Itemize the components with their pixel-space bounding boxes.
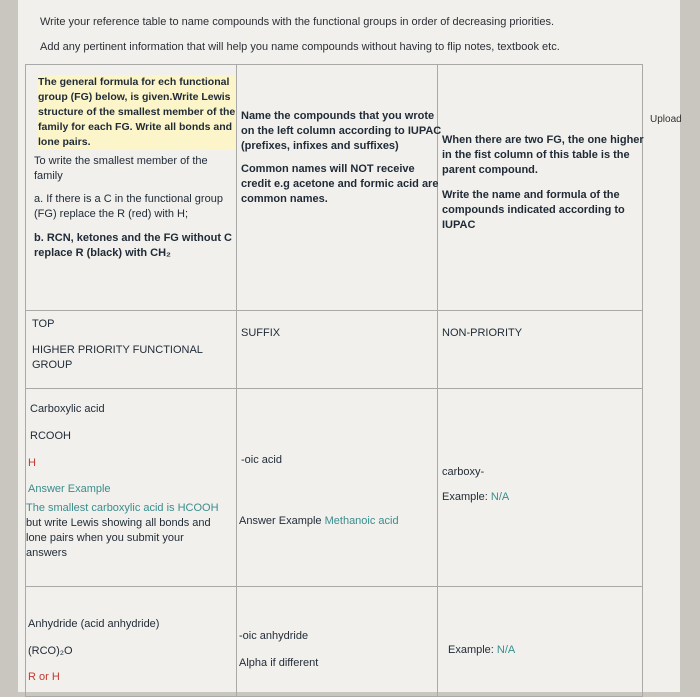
- higher-priority-line: HIGHER PRIORITY FUNCTIONAL: [32, 344, 203, 356]
- example-value: N/A: [496, 644, 516, 656]
- answer-example-label: Answer Example: [239, 515, 322, 527]
- prefix-example: [442, 490, 642, 505]
- reference-table: [25, 64, 643, 697]
- table-row-instructions: [26, 65, 643, 311]
- top-label: TOP: [32, 318, 55, 330]
- name-instr-line: (prefixes, infixes and suffixes): [241, 140, 399, 152]
- two-fg-note: [442, 133, 642, 178]
- cell-anhydride-suffix: [237, 587, 438, 697]
- formula-instr-line: lone pairs.: [38, 136, 91, 148]
- formula-instr-line: family for each FG. Write all bonds and: [38, 121, 233, 133]
- two-fg-line: in the fist column of this table is the: [442, 149, 630, 161]
- fg-name: Carboxylic acid: [30, 403, 105, 415]
- table-row-anhydride: [26, 587, 643, 697]
- smallest-carboxylic-line: answers: [26, 547, 67, 559]
- answer-example-label: Answer Example: [28, 483, 111, 495]
- instruction-line-1: Write your reference table to name compounds with the functional groups in order of decreasing priorities.: [40, 16, 555, 28]
- higher-priority-line: GROUP: [32, 359, 73, 371]
- nonpriority-label: NON-PRIORITY: [442, 327, 523, 339]
- write-name-line: Write the name and formula of the: [442, 189, 620, 201]
- common-note-line: common names.: [241, 193, 328, 205]
- formula-instr-line: The general formula for ech functional: [38, 76, 230, 88]
- smallest-carboxylic-line: The smallest carboxylic acid is HCOOH: [26, 502, 219, 514]
- two-fg-line: When there are two FG, the one higher: [442, 134, 644, 146]
- prefix-value: carboxy-: [442, 466, 485, 478]
- name-instr-line: on the left column according to IUPAC: [241, 125, 442, 137]
- write-name-note: [442, 188, 642, 233]
- smallest-member-note: [34, 154, 236, 184]
- smallest-member-line: family: [34, 170, 63, 182]
- formula-instr-line: group (FG) below, is given.Write Lewis: [38, 91, 231, 103]
- write-name-line: compounds indicated according to: [442, 204, 625, 216]
- smallest-carboxylic-line: lone pairs when you submit your: [26, 532, 184, 544]
- example-value: N/A: [490, 491, 510, 503]
- answer-example-methanoic: [239, 514, 437, 529]
- cell-name-instructions: [237, 65, 442, 311]
- upload-link[interactable]: Upload: [650, 114, 682, 125]
- header-nonpriority: [438, 311, 643, 389]
- header-higher-priority: [26, 311, 237, 389]
- formula-instr-line: structure of the smallest member of the: [38, 106, 236, 118]
- table-row-carboxylic-acid: [26, 389, 643, 587]
- common-note-line: credit e.g acetone and formic acid are: [241, 178, 439, 190]
- cell-anhydride: [26, 587, 237, 697]
- smallest-carboxylic-line: but write Lewis showing all bonds and: [26, 517, 211, 529]
- example-label: Example:: [448, 644, 494, 656]
- name-instruction-block: [241, 109, 442, 154]
- instruction-line-2: Add any pertinent information that will help you name compounds without having to flip notes, textbook etc.: [40, 41, 560, 53]
- note-a-line: a. If there is a C in the functional group: [34, 193, 223, 205]
- smallest-member-line: To write the smallest member of the: [34, 155, 208, 167]
- fg-formula: RCOOH: [30, 430, 71, 442]
- note-b-line: replace R (black) with CH₂: [34, 247, 171, 259]
- note-a-line: (FG) replace the R (red) with H;: [34, 208, 189, 220]
- suffix-value: -oic acid: [241, 454, 282, 466]
- cell-priority-instructions: [438, 65, 643, 311]
- suffix-value: -oic anhydride: [239, 630, 309, 642]
- cell-formula-instructions: [26, 65, 237, 311]
- note-b: [34, 231, 236, 261]
- cell-carboxylic-prefix: [438, 389, 643, 587]
- header-suffix: [237, 311, 438, 389]
- note-b-line: b. RCN, ketones and the FG without C: [34, 232, 232, 244]
- example-label: Example:: [442, 491, 488, 503]
- fg-name: Anhydride (acid anhydride): [28, 618, 160, 630]
- cell-carboxylic-suffix: [237, 389, 438, 587]
- common-note-line: Common names will NOT receive: [241, 163, 415, 175]
- anhydride-example: [448, 643, 642, 658]
- write-name-line: IUPAC: [442, 219, 476, 231]
- suffix-label: SUFFIX: [241, 327, 281, 339]
- table-row-headers: [26, 311, 643, 389]
- formula-instruction-box: [38, 75, 236, 150]
- name-instr-line: Name the compounds that you wrote: [241, 110, 435, 122]
- fg-h-replacement: H: [28, 457, 36, 469]
- cell-anhydride-prefix: [438, 587, 643, 697]
- higher-priority-label: [32, 343, 236, 373]
- two-fg-line: parent compound.: [442, 164, 538, 176]
- methanoic-acid-text: Methanoic acid: [324, 515, 399, 527]
- cell-carboxylic-acid: [26, 389, 237, 587]
- common-names-note: [241, 162, 437, 207]
- alpha-note: Alpha if different: [239, 657, 319, 669]
- fg-formula: (RCO)₂O: [28, 645, 73, 657]
- note-a: [34, 192, 236, 222]
- smallest-carboxylic-note: [26, 501, 236, 561]
- fg-r-or-h: R or H: [28, 671, 60, 683]
